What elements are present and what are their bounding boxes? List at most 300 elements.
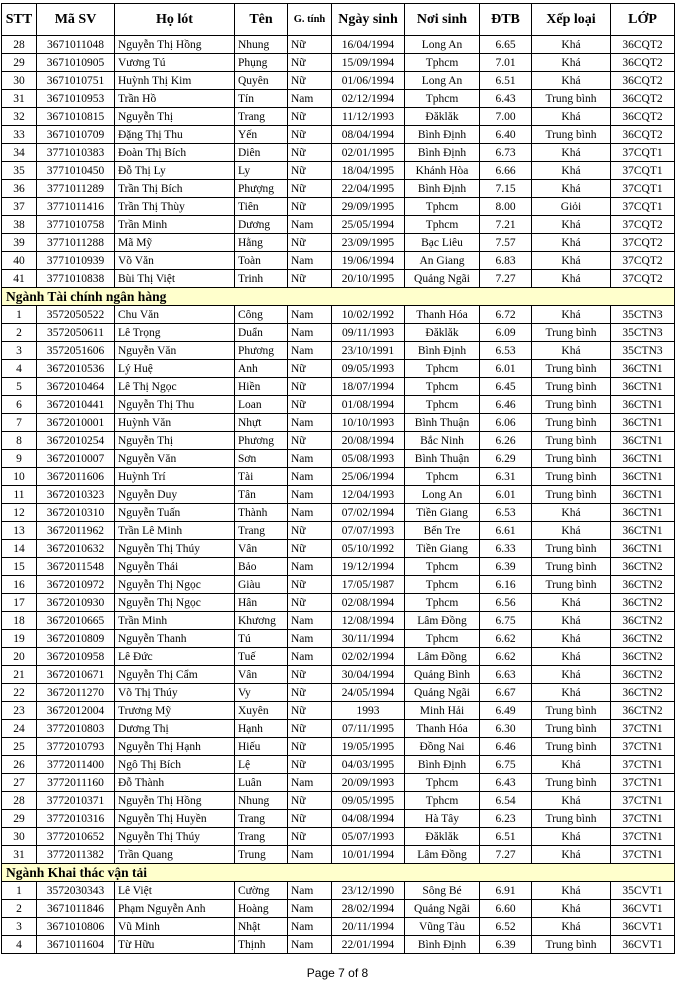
- cell-xep-loai: Trung bình: [532, 738, 611, 756]
- cell-noi-sinh: Long An: [405, 36, 480, 54]
- cell-ten: Sơn: [235, 450, 288, 468]
- cell-noi-sinh: Bình Định: [405, 144, 480, 162]
- cell-ten: Giàu: [235, 576, 288, 594]
- cell-noi-sinh: Bình Định: [405, 936, 480, 954]
- table-row: [2, 324, 675, 342]
- cell-dtb: 6.39: [480, 558, 532, 576]
- cell-ma-sv: 3672010809: [37, 630, 115, 648]
- cell-lop: 36CTN1: [611, 414, 675, 432]
- table-row: [2, 432, 675, 450]
- cell-stt: 20: [2, 648, 37, 666]
- header-gioi-tinh: G. tính: [288, 4, 332, 36]
- cell-gioi-tinh: Nam: [288, 324, 332, 342]
- cell-ma-sv: 3672011548: [37, 558, 115, 576]
- cell-dtb: 6.23: [480, 810, 532, 828]
- table-row: [2, 180, 675, 198]
- header-ngay-sinh: Ngày sinh: [332, 4, 405, 36]
- cell-xep-loai: Khá: [532, 36, 611, 54]
- cell-ngay-sinh: 24/05/1994: [332, 684, 405, 702]
- table-row: [2, 450, 675, 468]
- table-row: [2, 234, 675, 252]
- cell-noi-sinh: Khánh Hòa: [405, 162, 480, 180]
- header-noi-sinh: Nơi sinh: [405, 4, 480, 36]
- cell-ten: Diên: [235, 144, 288, 162]
- cell-ngay-sinh: 19/05/1995: [332, 738, 405, 756]
- cell-dtb: 6.54: [480, 792, 532, 810]
- cell-gioi-tinh: Nữ: [288, 702, 332, 720]
- cell-lop: 37CTN1: [611, 792, 675, 810]
- cell-stt: 7: [2, 414, 37, 432]
- cell-lop: 35CTN3: [611, 342, 675, 360]
- cell-noi-sinh: Tphcm: [405, 378, 480, 396]
- cell-ngay-sinh: 02/08/1994: [332, 594, 405, 612]
- cell-lop: 35CVT1: [611, 882, 675, 900]
- cell-ngay-sinh: 30/11/1994: [332, 630, 405, 648]
- cell-gioi-tinh: Nữ: [288, 126, 332, 144]
- cell-ngay-sinh: 20/09/1993: [332, 774, 405, 792]
- cell-ten: Phương: [235, 342, 288, 360]
- cell-ho-lot: Nguyễn Thị: [115, 108, 235, 126]
- cell-lop: 36CTN2: [611, 648, 675, 666]
- cell-stt: 40: [2, 252, 37, 270]
- cell-ho-lot: Nguyễn Thị Thu: [115, 396, 235, 414]
- cell-noi-sinh: Lâm Đồng: [405, 846, 480, 864]
- table-row: [2, 684, 675, 702]
- cell-stt: 30: [2, 72, 37, 90]
- cell-gioi-tinh: Nữ: [288, 594, 332, 612]
- table-row: [2, 270, 675, 288]
- cell-ho-lot: Huỳnh Văn: [115, 414, 235, 432]
- cell-ho-lot: Trần Thị Thùy: [115, 198, 235, 216]
- cell-ten: Khương: [235, 612, 288, 630]
- cell-xep-loai: Khá: [532, 270, 611, 288]
- cell-noi-sinh: Thanh Hóa: [405, 720, 480, 738]
- cell-xep-loai: Trung bình: [532, 810, 611, 828]
- cell-gioi-tinh: Nam: [288, 900, 332, 918]
- cell-ho-lot: Trần Lê Minh: [115, 522, 235, 540]
- cell-ma-sv: 3671011604: [37, 936, 115, 954]
- cell-lop: 37CTN1: [611, 828, 675, 846]
- cell-noi-sinh: Đăklăk: [405, 828, 480, 846]
- section-title: Ngành Khai thác vận tải: [2, 864, 675, 882]
- cell-stt: 39: [2, 234, 37, 252]
- cell-gioi-tinh: Nam: [288, 252, 332, 270]
- cell-noi-sinh: Tphcm: [405, 774, 480, 792]
- cell-dtb: 6.46: [480, 396, 532, 414]
- cell-stt: 28: [2, 792, 37, 810]
- cell-ho-lot: Nguyễn Thị Cẩm: [115, 666, 235, 684]
- cell-ten: Trung: [235, 846, 288, 864]
- cell-lop: 36CTN1: [611, 450, 675, 468]
- cell-lop: 37CQT1: [611, 162, 675, 180]
- cell-noi-sinh: Bạc Liêu: [405, 234, 480, 252]
- cell-gioi-tinh: Nam: [288, 882, 332, 900]
- cell-dtb: 6.43: [480, 90, 532, 108]
- cell-ho-lot: Trần Quang: [115, 846, 235, 864]
- cell-noi-sinh: Quảng Ngãi: [405, 900, 480, 918]
- cell-dtb: 6.39: [480, 936, 532, 954]
- cell-ho-lot: Trần Hồ: [115, 90, 235, 108]
- cell-gioi-tinh: Nam: [288, 630, 332, 648]
- header-stt: STT: [2, 4, 37, 36]
- cell-ma-sv: 3672010007: [37, 450, 115, 468]
- cell-noi-sinh: Tphcm: [405, 792, 480, 810]
- cell-dtb: 6.49: [480, 702, 532, 720]
- cell-ten: Nhựt: [235, 414, 288, 432]
- header-ho-lot: Họ lót: [115, 4, 235, 36]
- cell-gioi-tinh: Nam: [288, 612, 332, 630]
- cell-dtb: 6.31: [480, 468, 532, 486]
- cell-xep-loai: Khá: [532, 648, 611, 666]
- cell-dtb: 6.62: [480, 630, 532, 648]
- cell-xep-loai: Trung bình: [532, 468, 611, 486]
- cell-dtb: 6.16: [480, 576, 532, 594]
- cell-gioi-tinh: Nam: [288, 450, 332, 468]
- cell-gioi-tinh: Nam: [288, 414, 332, 432]
- cell-xep-loai: Trung bình: [532, 576, 611, 594]
- cell-gioi-tinh: Nam: [288, 558, 332, 576]
- table-row: [2, 378, 675, 396]
- cell-xep-loai: Khá: [532, 72, 611, 90]
- cell-ma-sv: 3672010441: [37, 396, 115, 414]
- table-header: [2, 4, 675, 36]
- cell-ho-lot: Trần Thị Bích: [115, 180, 235, 198]
- cell-stt: 31: [2, 846, 37, 864]
- cell-xep-loai: Khá: [532, 594, 611, 612]
- cell-gioi-tinh: Nữ: [288, 540, 332, 558]
- cell-xep-loai: Trung bình: [532, 450, 611, 468]
- cell-ngay-sinh: 12/08/1994: [332, 612, 405, 630]
- cell-stt: 19: [2, 630, 37, 648]
- table-row: [2, 702, 675, 720]
- cell-ho-lot: Nguyễn Thị Thúy: [115, 828, 235, 846]
- table-row: [2, 396, 675, 414]
- cell-xep-loai: Trung bình: [532, 324, 611, 342]
- cell-ngay-sinh: 10/02/1992: [332, 306, 405, 324]
- cell-gioi-tinh: Nữ: [288, 144, 332, 162]
- cell-ngay-sinh: 18/04/1995: [332, 162, 405, 180]
- cell-ngay-sinh: 23/12/1990: [332, 882, 405, 900]
- cell-noi-sinh: Bến Tre: [405, 522, 480, 540]
- cell-noi-sinh: Tphcm: [405, 360, 480, 378]
- cell-ho-lot: Dương Thị: [115, 720, 235, 738]
- cell-gioi-tinh: Nam: [288, 648, 332, 666]
- cell-lop: 37CQT2: [611, 216, 675, 234]
- cell-stt: 3: [2, 918, 37, 936]
- cell-ma-sv: 3772010316: [37, 810, 115, 828]
- cell-stt: 2: [2, 324, 37, 342]
- table-row: [2, 612, 675, 630]
- table-row: [2, 900, 675, 918]
- cell-ngay-sinh: 05/10/1992: [332, 540, 405, 558]
- cell-noi-sinh: Đăklăk: [405, 108, 480, 126]
- table-body: [2, 36, 675, 954]
- cell-ho-lot: Nguyễn Thị Ngọc: [115, 594, 235, 612]
- table-row: [2, 522, 675, 540]
- cell-ma-sv: 3671010953: [37, 90, 115, 108]
- cell-stt: 13: [2, 522, 37, 540]
- cell-ngay-sinh: 11/12/1993: [332, 108, 405, 126]
- cell-gioi-tinh: Nam: [288, 216, 332, 234]
- cell-gioi-tinh: Nữ: [288, 792, 332, 810]
- cell-xep-loai: Khá: [532, 684, 611, 702]
- cell-lop: 37CQT1: [611, 198, 675, 216]
- cell-ho-lot: Nguyễn Thị Ngọc: [115, 576, 235, 594]
- cell-ho-lot: Nguyễn Tuấn: [115, 504, 235, 522]
- cell-ngay-sinh: 12/04/1993: [332, 486, 405, 504]
- cell-lop: 36CVT1: [611, 900, 675, 918]
- cell-ten: Trinh: [235, 270, 288, 288]
- cell-noi-sinh: Quảng Ngãi: [405, 684, 480, 702]
- table-row: [2, 540, 675, 558]
- cell-noi-sinh: Minh Hải: [405, 702, 480, 720]
- cell-ngay-sinh: 05/08/1993: [332, 450, 405, 468]
- cell-ten: Vân: [235, 666, 288, 684]
- cell-ma-sv: 3671011846: [37, 900, 115, 918]
- cell-gioi-tinh: Nam: [288, 504, 332, 522]
- cell-xep-loai: Khá: [532, 882, 611, 900]
- cell-ten: Phượng: [235, 180, 288, 198]
- cell-ngay-sinh: 22/04/1995: [332, 180, 405, 198]
- cell-stt: 26: [2, 756, 37, 774]
- cell-ngay-sinh: 17/05/1987: [332, 576, 405, 594]
- header-xep-loai: Xếp loại: [532, 4, 611, 36]
- cell-dtb: 6.52: [480, 918, 532, 936]
- cell-ngay-sinh: 05/07/1993: [332, 828, 405, 846]
- cell-dtb: 6.26: [480, 432, 532, 450]
- cell-lop: 36CTN1: [611, 486, 675, 504]
- table-row: [2, 630, 675, 648]
- cell-ten: Cường: [235, 882, 288, 900]
- cell-gioi-tinh: Nữ: [288, 432, 332, 450]
- cell-stt: 35: [2, 162, 37, 180]
- cell-dtb: 6.60: [480, 900, 532, 918]
- cell-dtb: 6.53: [480, 504, 532, 522]
- cell-lop: 36CQT2: [611, 54, 675, 72]
- cell-lop: 36CTN1: [611, 396, 675, 414]
- cell-ngay-sinh: 22/01/1994: [332, 936, 405, 954]
- cell-ma-sv: 3771010450: [37, 162, 115, 180]
- cell-stt: 18: [2, 612, 37, 630]
- cell-ngay-sinh: 02/02/1994: [332, 648, 405, 666]
- cell-lop: 35CTN3: [611, 306, 675, 324]
- cell-ten: Thành: [235, 504, 288, 522]
- header-dtb: ĐTB: [480, 4, 532, 36]
- cell-ngay-sinh: 18/07/1994: [332, 378, 405, 396]
- cell-lop: 36CTN2: [611, 576, 675, 594]
- cell-noi-sinh: Tiền Giang: [405, 540, 480, 558]
- cell-gioi-tinh: Nữ: [288, 522, 332, 540]
- cell-lop: 36CTN1: [611, 432, 675, 450]
- cell-stt: 27: [2, 774, 37, 792]
- cell-gioi-tinh: Nữ: [288, 72, 332, 90]
- cell-ten: Luân: [235, 774, 288, 792]
- cell-stt: 1: [2, 882, 37, 900]
- table-row: [2, 576, 675, 594]
- cell-noi-sinh: Bình Định: [405, 342, 480, 360]
- cell-gioi-tinh: Nữ: [288, 810, 332, 828]
- cell-xep-loai: Khá: [532, 180, 611, 198]
- student-table: [1, 3, 675, 954]
- cell-dtb: 6.40: [480, 126, 532, 144]
- cell-lop: 36CTN2: [611, 630, 675, 648]
- cell-ten: Nhật: [235, 918, 288, 936]
- cell-dtb: 6.83: [480, 252, 532, 270]
- cell-ngay-sinh: 04/08/1994: [332, 810, 405, 828]
- table-row: [2, 198, 675, 216]
- cell-xep-loai: Khá: [532, 900, 611, 918]
- cell-ngay-sinh: 01/08/1994: [332, 396, 405, 414]
- cell-xep-loai: Trung bình: [532, 720, 611, 738]
- cell-dtb: 6.66: [480, 162, 532, 180]
- cell-gioi-tinh: Nam: [288, 846, 332, 864]
- cell-ten: Tín: [235, 90, 288, 108]
- cell-lop: 36CTN1: [611, 504, 675, 522]
- cell-noi-sinh: Tphcm: [405, 630, 480, 648]
- cell-stt: 5: [2, 378, 37, 396]
- cell-stt: 32: [2, 108, 37, 126]
- table-row: [2, 306, 675, 324]
- table-row: [2, 36, 675, 54]
- cell-gioi-tinh: Nữ: [288, 720, 332, 738]
- cell-xep-loai: Trung bình: [532, 360, 611, 378]
- cell-ho-lot: Bùi Thị Việt: [115, 270, 235, 288]
- cell-dtb: 6.43: [480, 774, 532, 792]
- section-title: Ngành Tài chính ngân hàng: [2, 288, 675, 306]
- cell-dtb: 6.06: [480, 414, 532, 432]
- cell-ma-sv: 3572030343: [37, 882, 115, 900]
- cell-dtb: 6.63: [480, 666, 532, 684]
- cell-ho-lot: Nguyễn Duy: [115, 486, 235, 504]
- cell-ngay-sinh: 1993: [332, 702, 405, 720]
- cell-stt: 4: [2, 360, 37, 378]
- cell-ma-sv: 3572051606: [37, 342, 115, 360]
- cell-noi-sinh: Tphcm: [405, 576, 480, 594]
- table-row: [2, 342, 675, 360]
- table-row: [2, 774, 675, 792]
- cell-noi-sinh: Tphcm: [405, 468, 480, 486]
- table-row: [2, 162, 675, 180]
- cell-stt: 4: [2, 936, 37, 954]
- cell-ma-sv: 3771010838: [37, 270, 115, 288]
- cell-ten: Công: [235, 306, 288, 324]
- cell-gioi-tinh: Nữ: [288, 666, 332, 684]
- cell-lop: 37CQT2: [611, 252, 675, 270]
- cell-xep-loai: Khá: [532, 216, 611, 234]
- table-row: [2, 756, 675, 774]
- cell-ho-lot: Phạm Nguyễn Anh: [115, 900, 235, 918]
- cell-stt: 17: [2, 594, 37, 612]
- cell-ngay-sinh: 10/10/1993: [332, 414, 405, 432]
- cell-lop: 36CTN2: [611, 702, 675, 720]
- cell-gioi-tinh: Nam: [288, 936, 332, 954]
- cell-ma-sv: 3671010709: [37, 126, 115, 144]
- cell-noi-sinh: Long An: [405, 486, 480, 504]
- cell-ngay-sinh: 09/05/1995: [332, 792, 405, 810]
- cell-lop: 36CQT2: [611, 126, 675, 144]
- cell-lop: 36CVT1: [611, 936, 675, 954]
- cell-lop: 36CQT2: [611, 36, 675, 54]
- cell-ho-lot: Nguyễn Thanh: [115, 630, 235, 648]
- table-row: [2, 468, 675, 486]
- cell-stt: 8: [2, 432, 37, 450]
- cell-lop: 37CQT1: [611, 180, 675, 198]
- cell-ma-sv: 3671011048: [37, 36, 115, 54]
- cell-ma-sv: 3771011288: [37, 234, 115, 252]
- cell-ten: Trang: [235, 522, 288, 540]
- cell-stt: 15: [2, 558, 37, 576]
- cell-lop: 35CTN3: [611, 324, 675, 342]
- cell-dtb: 7.27: [480, 846, 532, 864]
- cell-lop: 36CTN1: [611, 540, 675, 558]
- table-row: [2, 504, 675, 522]
- cell-ho-lot: Huỳnh Thị Kim: [115, 72, 235, 90]
- cell-gioi-tinh: Nữ: [288, 756, 332, 774]
- cell-xep-loai: Khá: [532, 522, 611, 540]
- cell-xep-loai: Trung bình: [532, 936, 611, 954]
- cell-ten: Toàn: [235, 252, 288, 270]
- cell-ho-lot: Nguyễn Thị Hồng: [115, 36, 235, 54]
- cell-xep-loai: Khá: [532, 342, 611, 360]
- cell-noi-sinh: Bình Định: [405, 756, 480, 774]
- cell-ten: Phương: [235, 432, 288, 450]
- table-row: [2, 72, 675, 90]
- cell-lop: 37CTN1: [611, 756, 675, 774]
- cell-ma-sv: 3772011382: [37, 846, 115, 864]
- cell-dtb: 6.01: [480, 360, 532, 378]
- cell-lop: 37CQT2: [611, 234, 675, 252]
- cell-xep-loai: Khá: [532, 504, 611, 522]
- cell-ten: Dương: [235, 216, 288, 234]
- cell-stt: 29: [2, 810, 37, 828]
- cell-noi-sinh: Hà Tây: [405, 810, 480, 828]
- cell-dtb: 6.51: [480, 72, 532, 90]
- cell-gioi-tinh: Nam: [288, 774, 332, 792]
- cell-gioi-tinh: Nữ: [288, 360, 332, 378]
- cell-ho-lot: Nguyễn Thái: [115, 558, 235, 576]
- cell-dtb: 6.45: [480, 378, 532, 396]
- cell-stt: 25: [2, 738, 37, 756]
- cell-ngay-sinh: 10/01/1994: [332, 846, 405, 864]
- cell-ma-sv: 3572050611: [37, 324, 115, 342]
- cell-ten: Tuế: [235, 648, 288, 666]
- cell-dtb: 6.09: [480, 324, 532, 342]
- cell-dtb: 6.46: [480, 738, 532, 756]
- table-row: [2, 54, 675, 72]
- cell-ngay-sinh: 02/01/1995: [332, 144, 405, 162]
- cell-noi-sinh: Quảng Ngãi: [405, 270, 480, 288]
- cell-gioi-tinh: Nữ: [288, 396, 332, 414]
- cell-stt: 12: [2, 504, 37, 522]
- cell-gioi-tinh: Nữ: [288, 378, 332, 396]
- cell-ngay-sinh: 07/11/1995: [332, 720, 405, 738]
- table-row: [2, 810, 675, 828]
- cell-xep-loai: Trung bình: [532, 540, 611, 558]
- cell-ngay-sinh: 23/09/1995: [332, 234, 405, 252]
- cell-ten: Bảo: [235, 558, 288, 576]
- cell-noi-sinh: Tphcm: [405, 396, 480, 414]
- cell-ten: Ly: [235, 162, 288, 180]
- cell-ho-lot: Võ Thị Thúy: [115, 684, 235, 702]
- cell-ho-lot: Huỳnh Trí: [115, 468, 235, 486]
- cell-noi-sinh: Thanh Hóa: [405, 306, 480, 324]
- cell-lop: 37CTN1: [611, 738, 675, 756]
- cell-ma-sv: 3672012004: [37, 702, 115, 720]
- cell-lop: 37CTN1: [611, 720, 675, 738]
- cell-xep-loai: Khá: [532, 162, 611, 180]
- cell-lop: 36CTN2: [611, 684, 675, 702]
- header-lop: LỚP: [611, 4, 675, 36]
